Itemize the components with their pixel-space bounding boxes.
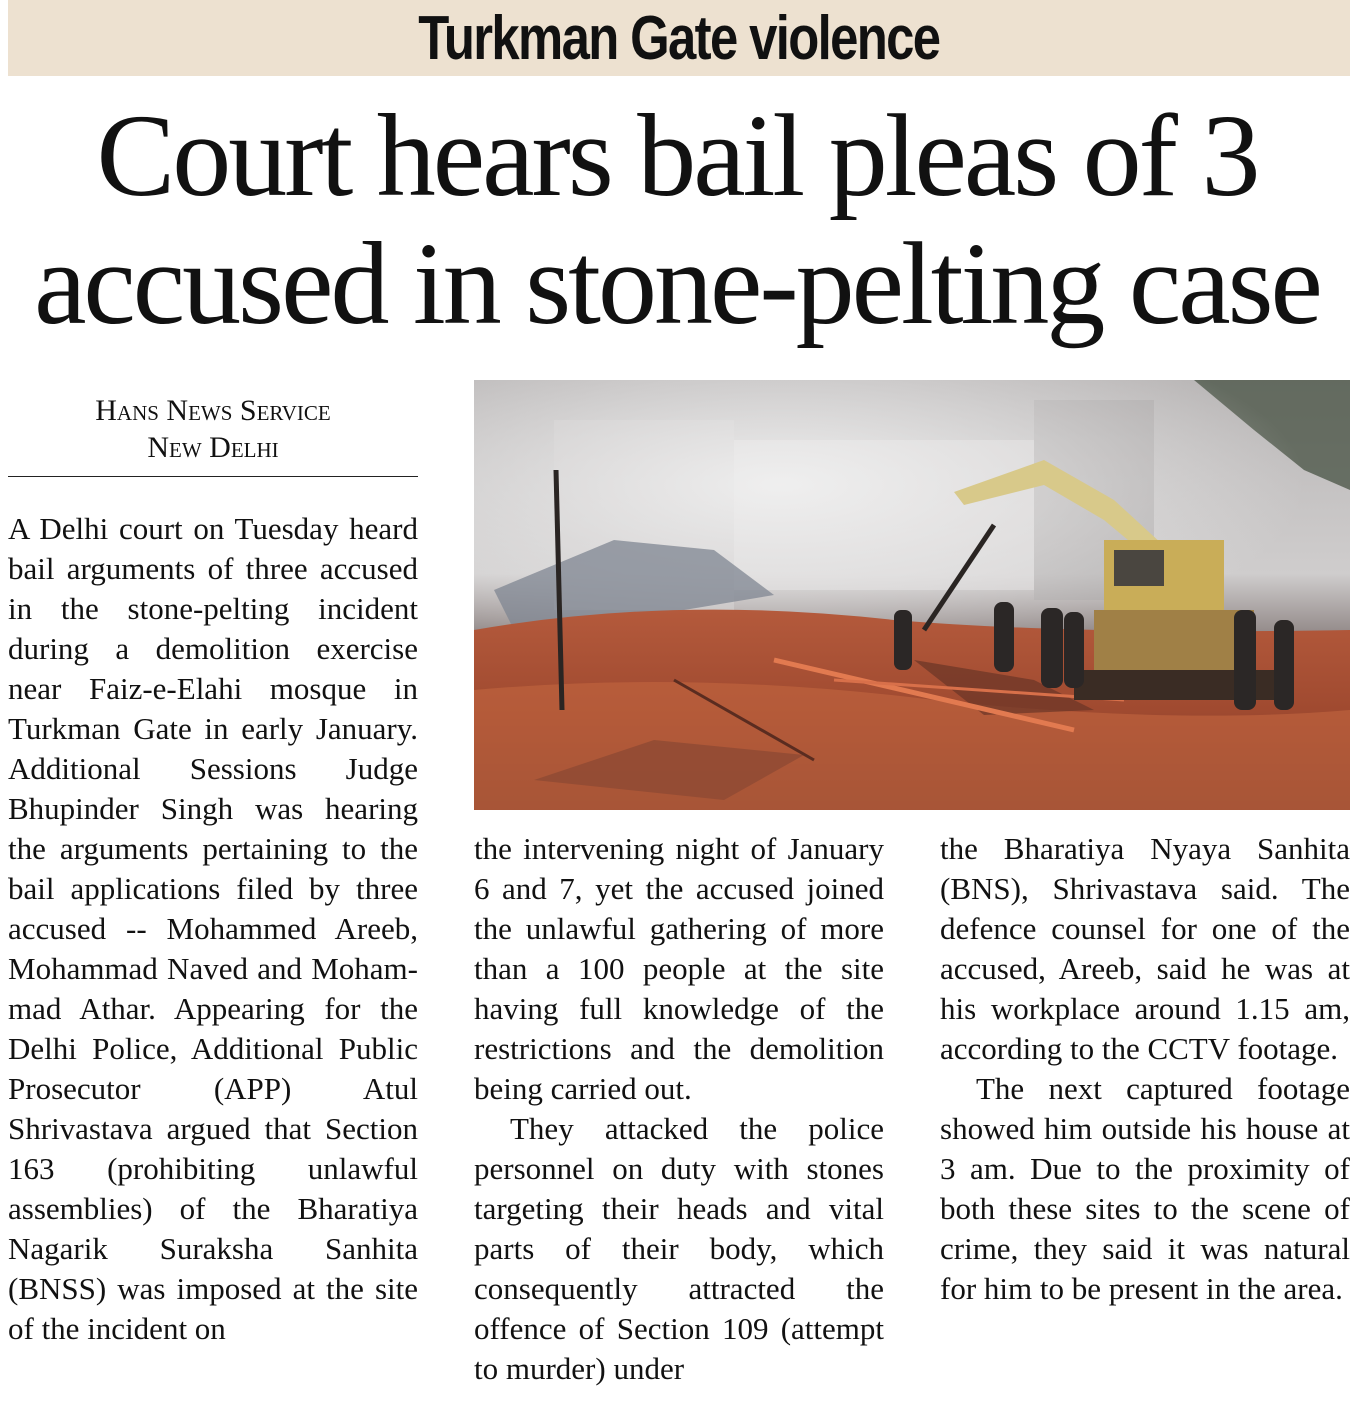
body-paragraph: The next captured footage showed him outside his house at 3 am. Due to the proximity of both these sites to the scene of crime, they said it was natural for him to be present in the area. [940, 1071, 1350, 1306]
headline [0, 92, 1354, 348]
body-paragraph: the intervening night of January 6 and 7, yet the accused joined the unlawful gathering of more than a 100 people at the site having full knowledge of the restrictions and the demolition being carried out. [474, 831, 884, 1106]
byline-agency: Hans News Service [95, 394, 331, 427]
body-paragraph: the Bharatiya Nyaya Sanhita (BNS), Shrivastava said. The defence counsel for one of the accused, Areeb, said he was at his workplace around 1.15 am, according to the CCTV footage. [940, 831, 1350, 1066]
body-paragraph: A Delhi court on Tuesday heard bail arguments of three accused in the stone-pelting incident during a demolition exercise near Faiz-e-Elahi mosque in Turkman Gate in early January. Additional Sessions Judge Bhupinder Singh was hearing the arguments pertaining to the bail applications filed by three accused -- Mohammed Areeb, Mohammad Naved and Mohammad Athar. Appearing for the Delhi Police, Additional Public Prosecutor (APP) Atul Shrivastava argued that Section 163 (prohibiting unlawful assemblies) of the Bharatiya Nagarik Suraksha Sanhita (BNSS) was imposed at the site of the incident on [8, 511, 418, 1346]
article-column-3 [940, 829, 1350, 1309]
byline [8, 392, 418, 466]
byline-place: New Delhi [147, 431, 279, 464]
article-column-1 [8, 509, 418, 1349]
demolition-photo-image [474, 380, 1350, 810]
article-column-2 [474, 829, 884, 1389]
headline-line-2: accused in stone-pelting case [34, 218, 1320, 349]
kicker-text: Turkman Gate violence [418, 3, 940, 73]
section-kicker [8, 0, 1350, 76]
body-paragraph: They attacked the police personnel on duty with stones targeting their heads and vital parts of their body, which consequently attracted the offence of Section 109 (attempt to murder) under [474, 1111, 884, 1386]
byline-divider [8, 476, 418, 477]
news-photo [474, 380, 1350, 810]
headline-line-1: Court hears bail pleas of 3 [96, 90, 1258, 221]
